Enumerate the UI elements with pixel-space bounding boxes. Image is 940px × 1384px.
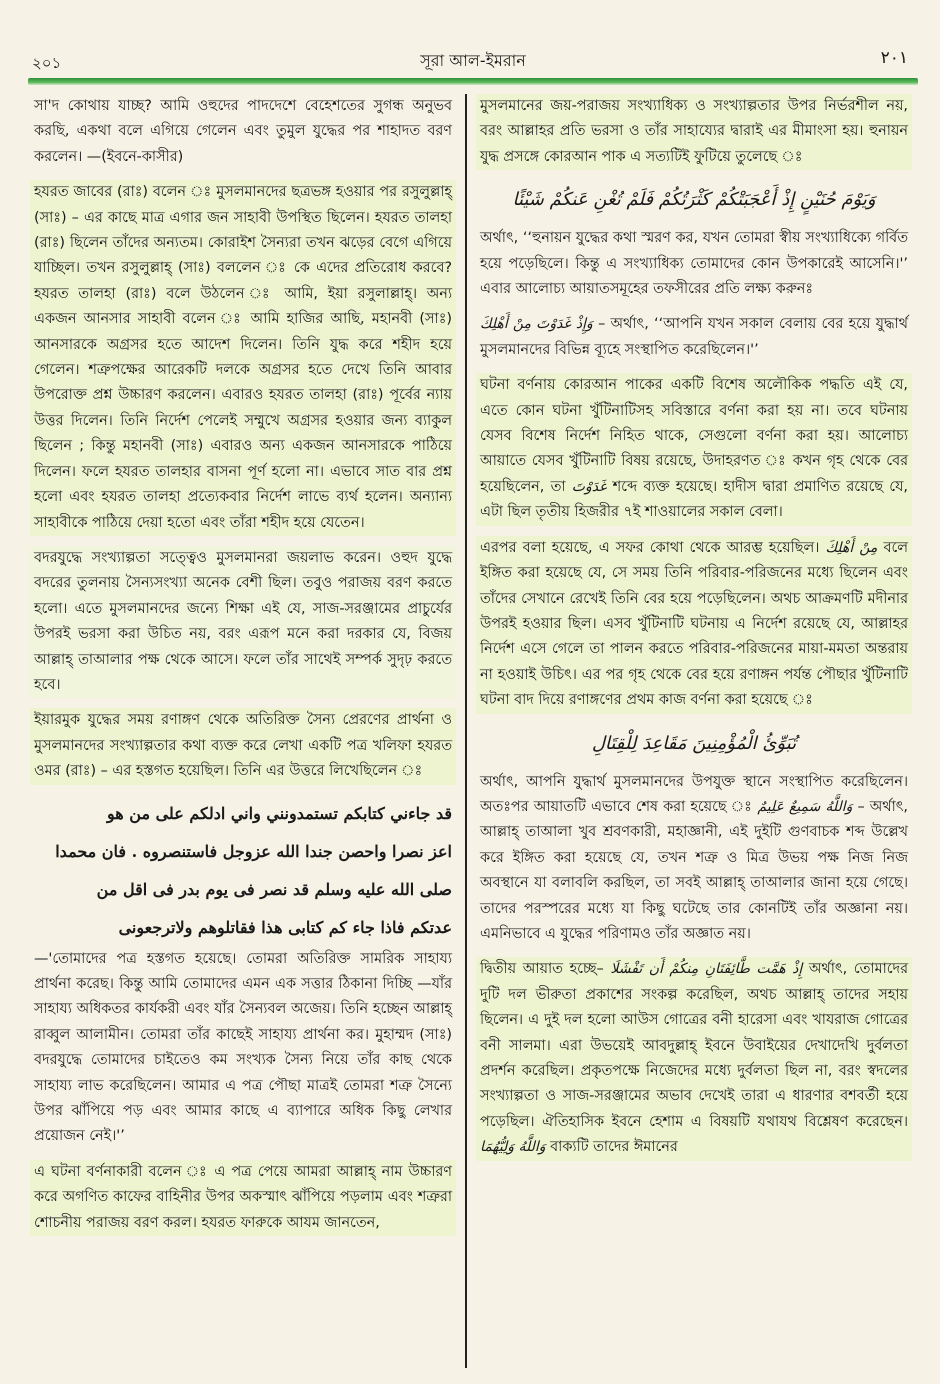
header-rule [28,78,918,85]
paragraph-text: বাক্যটি তাদের ঈমানের [550,1139,678,1156]
paragraph-text: বলে ইঙ্গিত করা হয়েছে যে, সে সময় তিনি পরিবার-পরিজনের মধ্যে ছিলেন এবং তাঁদের সেখানে রেখেই তিনি বের হয়ে পড়েছিলেন। অথচ আক্রমণটি মদীনার উপরই হওয়ার ছিল। এসব খুঁটিনাটি ঘটনায় এ নির্দেশ রয়েছে যে, আল্লাহর নির্দেশ এসে গেলে তা পালন করতে পরিবার-পরিজনের মায়া-মমতা অন্তরায় না হওয়াই উচিৎ। এর পর গৃহ থেকে বের হয়ে রণাঙ্গন পর্যন্ত পৌছার খুঁটিনাটি ঘটনা বাদ দিয়ে রণাঙ্গণের প্রথম কাজ বর্ণনা করা হয়েছে ঃ [480,539,908,709]
page-header [28,46,918,76]
paragraph [476,957,912,1160]
arabic-line: صلى الله عليه وسلم قد نصر فى يوم بدر فى اقل من [96,879,452,899]
paragraph-text: দ্বিতীয় আয়াত হচ্ছে– [480,961,604,978]
quran-phrase: وَإِذْ غَدَوْتَ مِنْ أَهْلِكَ [480,316,593,333]
paragraph: এ ঘটনা বর্ণনাকারী বলেন ঃ এ পত্র পেয়ে আমরা আল্লাহ্ নাম উচ্চারণ করে অগণিত কাফের বাহিনীর উপর অকস্মাৎ ঝাঁপিয়ে পড়লাম এবং শত্রুরা শোচনীয় পরাজয় বরণ করল। হযরত ফারুকে আযম জানতেন, [30,1160,456,1236]
paragraph [476,312,912,363]
page-number-bengali: ২০১ [32,54,62,72]
paragraph: অর্থাৎ, ‘‘হুনায়ন যুদ্ধের কথা স্মরণ কর, যখন তোমরা স্বীয় সংখ্যাধিক্যে গর্বিত হয়ে পড়েছিলে। কিন্তু এ সংখ্যাধিক্য তোমাদের কোন উপকারেই আসেনি।'’ এবার আলোচ্য আয়াতসমূহের তফসীরের প্রতি লক্ষ্য করুনঃ [480,230,908,298]
paragraph-text: অর্থাৎ, তোমাদের দুটি দল ভীরুতা প্রকাশের সংকল্প করেছিল, অথচ আল্লাহ্ তাদের সহায় ছিলেন। এ দুই দল হলো আউস গোত্রের বনী হারেসা এবং খাযরাজ গোত্রের বনী সালমা। এরা উভয়েই আবদুল্লাহ্ ইবনে উবাইয়ের দেখাদেখি দুর্বলতা প্রদর্শন করেছিল। প্রকৃতপক্ষে নিজেদের মধ্যে দুর্বলতা ছিল না, বরং স্বদলের সংখ্যাল্পতা ও সাজ-সরঞ্জামের অভাব দেখেই তারা এ ধারণার বশবর্তী হয়ে পড়েছিল। ঐতিহাসিক ইবনে হেশাম এ বিষয়টি যথাযথ বিশ্লেষণ করেছেন। [480,961,909,1130]
paragraph-text: – অর্থাৎ, আল্লাহ্ তাআলা খুব শ্রবণকারী, মহাজ্ঞানী, এই দুইটি গুণবাচক শব্দ উল্লেখ করে ইঙ্গিত করা হয়েছে যে, তখন শত্রু ও মিত্র উভয় পক্ষ নিজ নিজ অবস্থানে যা বলাবলি করছিল, তা সবই আল্লাহ্ তাআলার জানা হয়ে গেছে। তাদের পরস্পরের মধ্যে যা কিছু ঘটেছে তার কোনটিই তাঁর অজ্ঞানা নয়। এমনিভাবে এ যুদ্ধের পরিণামও তাঁর অজ্ঞাত নয়। [480,798,909,942]
paragraph [476,536,912,714]
quran-word: غَدَوْتَ [571,478,607,495]
quran-word: وَاللَّهُ سَمِيعٌ عَلِيمٌ [757,798,853,815]
page-number-arabic: ۲۰۱ [880,48,908,68]
paragraph-text: শব্দে ব্যক্ত হয়েছে। হাদীস দ্বারা প্রমাণিত রয়েছে যে, এটা ছিল তৃতীয় হিজরীর ৭ই শাওয়ালের সকাল বেলা। [480,478,909,521]
paragraph-text: – অর্থাৎ, ‘‘আপনি যখন সকাল বেলায় বের হয়ে যুদ্ধার্থ মুসলমানদের বিভিন্ন ব্যূহে সংস্থাপিত করেছিলেন।'’ [480,316,908,358]
paragraph: মুসলমানের জয়-পরাজয় সংখ্যাধিক্য ও সংখ্যাল্পতার উপর নির্ভরশীল নয়, বরং আল্লাহর প্রতি ভরসা ও তাঁর সাহায্যের দ্বারাই এর মীমাংসা হয়। হুনায়ন যুদ্ধ প্রসঙ্গে কোরআন পাক এ সত্যটিই ফুটিয়ে তুলেছে ঃ [476,94,912,170]
quran-word: وَاللَّهُ وَلِيُّهُمَا [480,1139,546,1156]
arabic-letter [30,795,456,947]
paragraph-text: ঘটনা বর্ণনায় কোরআন পাকের একটি বিশেষ অলৌকিক পদ্ধতি এই যে, এতে কোন ঘটনা খুঁটিনাটিসহ সবিস্তারে বর্ণনা করা হয় না। তবে ঘটনায় যেসব বিশেষ নির্দেশ নিহিত থাকে, সেগুলো বর্ণনা করা হয়। আলোচ্য আয়াতে যেসব খুঁটিনাটি বিষয় রয়েছে, উদাহরণত ঃ কখন গৃহ থেকে বের হয়েছিলেন, তা [480,377,908,495]
paragraph: বদরযুদ্ধে সংখ্যাল্পতা সত্ত্বেও মুসলমানরা জয়লাভ করেন। ওহুদ যুদ্ধে বদরের তুলনায় সৈন্যসংখ্যা অনেক বেশী ছিল। তবুও পরাজয় বরণ করতে হলো। এতে মুসলমানদের জন্যে শিক্ষা এই যে, সাজ-সরঞ্জামের প্রাচুর্যের উপরই ভরসা করা উচিত নয়, বরং এরূপ মনে করা দরকার যে, বিজয় আল্লাহ্ তাআলার পক্ষ থেকে আসে। ফলে তাঁর সাথেই সম্পর্ক সুদৃঢ় করতে হবে। [30,546,456,698]
arabic-line: عدتكم فاذا جاء كم كتابى هذا فقاتلوهم ولاترجعونى [118,917,452,937]
quran-verse: وَيَوْمَ حُنَيْنٍ إِذْ أَعْجَبَتْكُمْ كَثْرَتُكُمْ فَلَمْ تُغْنِ عَنكُمْ شَيْئًا [512,189,876,211]
arabic-line: قد جاءني كتابكم تستمدونني واني ادلكم على من هو [106,803,452,823]
paragraph [476,373,912,525]
paragraph [476,770,912,948]
paragraph: ইয়ারমুক যুদ্ধের সময় রণাঙ্গণ থেকে অতিরিক্ত সৈন্য প্রেরণের প্রার্থনা ও মুসলমানদের সংখ্যাল্পতার কথা ব্যক্ত করে লেখা একটি পত্র খলিফা হযরত ওমর (রাঃ) – এর হস্তগত হয়েছিল। তিনি এর উত্তরে লিখেছিলেন ঃ [30,708,456,784]
paragraph-text: অর্থাৎ, আপনি যুদ্ধার্থ মুসলমানদের উপযুক্ত স্থানে সংস্থাপিত করেছিলেন। অতঃপর আয়াতটি এভাবে শেষ করা হয়েছে ঃ [480,773,908,815]
paragraph: হযরত জাবের (রাঃ) বলেন ঃ মুসলমানদের ছত্রভঙ্গ হওয়ার পর রসুলুল্লাহ্ (সাঃ) – এর কাছে মাত্র এগার জন সাহাবী উপস্থিত ছিলেন। হযরত তালহা (রাঃ) ছিলেন তাঁদের অন্যতম। কোরাইশ সৈন্যরা তখন ঝড়ের বেগে এগিয়ে যাচ্ছিল। তখন রসুলুল্লাহ্ (সাঃ) বললেন ঃ কে এদের প্রতিরোধ করবে? হযরত তালহা (রাঃ) বলে উঠলেন ঃ আমি, ইয়া রসুলাল্লাহ্। অন্য একজন আনসার সাহাবী বলেন ঃ আমি হাজির আছি, মহানবী (সাঃ) আনসারকে অগ্রসর হতে আদেশ দিলেন। তিনি যুদ্ধ করে শহীদ হয়ে গেলেন। শত্রুপক্ষের আরেকটি দলকে অগ্রসর হতে দেখে তিনি আবার উপরোক্ত প্রশ্ন উচ্চারণ করলেন। এবারও হযরত তালহা (রাঃ) পূর্বের ন্যায় উত্তর দিলেন। তিনি নির্দেশ পেলেই সম্মুখে অগ্রসর হওয়ার জন্য ব্যাকুল ছিলেন ; কিন্তু মহানবী (সাঃ) এবারও অন্য একজন আনসারকে পাঠিয়ে দিলেন। ফলে হযরত তালহার বাসনা পূর্ণ হলো না। এভাবে সাত বার প্রশ্ন হলো এবং হযরত তালহা প্রত্যেকবার নির্দেশ লাভে ব্যর্থ হলেন। অন্যান্য সাহাবীকে পাঠিয়ে দেয়া হতো এবং তাঁরা শহীদ হয়ে যেতেন। [30,180,456,536]
paragraph: সা'দ কোথায় যাচ্ছ? আমি ওহুদের পাদদেশে বেহেশতের সুগন্ধ অনুভব করছি, একথা বলে এগিয়ে গেলেন এবং তুমুল যুদ্ধের পর শাহাদত বরণ করলেন। —(ইবনে-কাসীর) [34,98,452,165]
paragraph-text: এরপর বলা হয়েছে, এ সফর কোথা থেকে আরম্ভ হয়েছিল। [480,539,820,556]
quran-word: مِنْ أَهْلِكَ [825,539,878,556]
quran-phrase: إِذْ هَمَّت طَّائِفَتَانِ مِنكُمْ أَن تَفْشَلَا [610,961,803,978]
left-column [30,94,456,1374]
column-divider [465,94,467,1368]
paragraph: —'তোমাদের পত্র হস্তগত হয়েছে। তোমরা অতিরিক্ত সামরিক সাহায্য প্রার্থনা করেছ। কিন্তু আমি তোমাদের এমন এক সত্তার ঠিকানা দিচ্ছি —যাঁর সাহায্য অধিকতর কার্যকরী এবং যাঁর সৈন্যবল অজেয়। তিনি হচ্ছেন আল্লাহ্ রাব্বুল আলামীন। তোমরা তাঁর কাছেই সাহায্য প্রার্থনা কর। মুহাম্মদ (সাঃ) বদরযুদ্ধে তোমাদের চাইতেও কম সংখ্যক সৈন্য নিয়ে তাঁর কাছ থেকে সাহায্য লাভ করেছিলেন। আমার এ পত্র পৌছা মাত্রই তোমরা শত্রু সৈন্যে উপর ঝাঁপিয়ে পড় এবং আমার কাছে এ ব্যাপারে অধিক কিছু লেখার প্রয়োজন নেই।'’ [34,950,452,1145]
chapter-title: সূরা আল-ইমরান [420,51,526,70]
right-column [476,94,912,1374]
quran-verse: تُبَوِّئُ الْمُؤْمِنِينَ مَقَاعِدَ لِلْقِتَالِ [591,732,797,754]
arabic-line: اعز نصرا واحصن جندا الله عزوجل فاستنصروه . فان محمدا [55,841,452,861]
